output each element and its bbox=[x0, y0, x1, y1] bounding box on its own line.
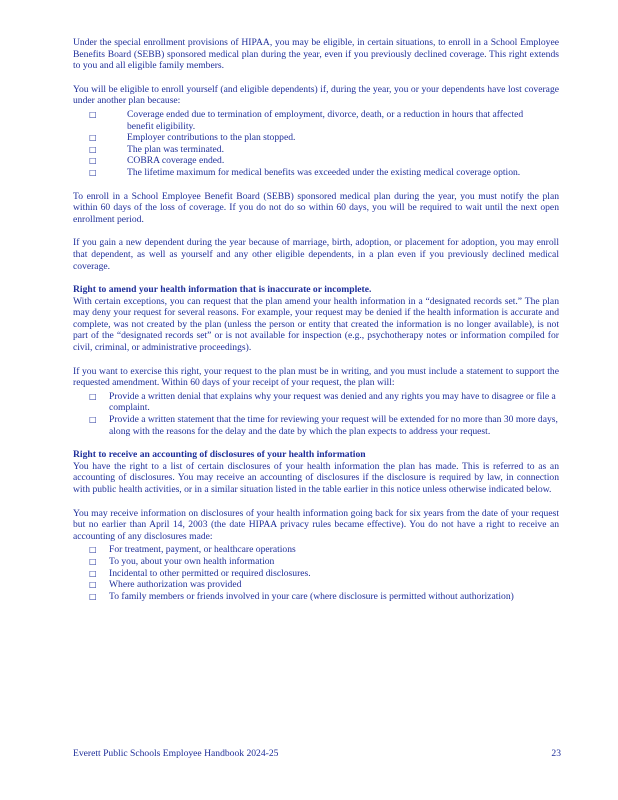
new-dependent-paragraph: If you gain a new dependent during the year because of marriage, birth, adoption, or placement for adoption, you may enroll that dependent, as well as yourself and any other eligible dependents, in a plan even if you previously declined medical coverage. bbox=[73, 237, 559, 272]
list-item: □ Incidental to other permitted or required disclosures. bbox=[89, 567, 311, 579]
bullet-icon: □ bbox=[89, 580, 97, 590]
list-item: □ For treatment, payment, or healthcare operations bbox=[89, 544, 296, 556]
bullet-icon: □ bbox=[89, 591, 97, 601]
bullet-icon: □ bbox=[89, 556, 97, 566]
bullet-icon: □ bbox=[89, 133, 97, 143]
page-number: 23 bbox=[551, 748, 561, 759]
plan-response-list bbox=[73, 391, 559, 437]
amend-exceptions-paragraph: With certain exceptions, you can request that the plan amend your health information in a “designated records set.” The plan may deny your request for several reasons. For example, your request may be denied if the health information is accurate and complete, was not created by the plan (unless the person or entity that created the information is no longer available), is not part of the “designated records set” or is not available for inspection (e.g., psychotherapy notes or information compiled for civil, criminal, or administrative proceedings). bbox=[73, 295, 559, 354]
list-item: □ To family members or friends involved in your care (where disclosure is permitted without authorization) bbox=[89, 590, 514, 602]
bullet-icon: □ bbox=[89, 415, 97, 425]
loss-of-coverage-list bbox=[73, 109, 559, 179]
bullet-icon: □ bbox=[89, 391, 97, 401]
bullet-icon: □ bbox=[89, 167, 97, 177]
disclosure-period-paragraph: You may receive information on disclosures of your health information going back for six years from the date of your request but no earlier than April 14, 2003 (the date HIPAA privacy rules became effective). You do not have a right to receive an accounting of any disclosures made: bbox=[73, 507, 559, 542]
footer-handbook-title: Everett Public Schools Employee Handbook 2024-25 bbox=[73, 748, 279, 759]
accounting-paragraph: You have the right to a list of certain disclosures of your health information the plan has made. This is referred to as an accounting of disclosures. You may receive an accounting of disclosures if the disclosure is required by law, in connection with public health activities, or in a similar situation listed in the table earlier in this notice unless otherwise indicated below. bbox=[73, 460, 559, 495]
enroll-notification-paragraph: To enroll in a School Employee Benefit Board (SEBB) sponsored medical plan during the year, you must notify the plan within 60 days of the loss of coverage. If you do not do so within 60 days, you will be required to wait until the next open enrollment period. bbox=[73, 190, 559, 225]
bullet-icon: □ bbox=[89, 109, 97, 119]
special-enrollment-paragraph: Under the special enrollment provisions of HIPAA, you may be eligible, in certain situations, to enroll in a School Employee Benefits Board (SEBB) sponsored medical plan during the year, even if you previously declined coverage. This right extends to you and all eligible family members. bbox=[73, 37, 559, 72]
list-item: □ Provide a written statement that the time for reviewing your request will be extended for no more than 30 more days, along with the reasons for the delay and the date by which the plan expects to address your request. bbox=[89, 414, 558, 437]
list-item: □ Employer contributions to the plan stopped. bbox=[89, 132, 296, 144]
bullet-icon: □ bbox=[89, 156, 97, 166]
page-footer bbox=[73, 748, 561, 760]
accounting-rights-heading: Right to receive an accounting of disclosures of your health information bbox=[73, 449, 366, 461]
excluded-disclosures-list bbox=[73, 544, 559, 602]
list-item: □ Coverage ended due to termination of employment, divorce, death, or a reduction in hours that affected benefit eligibility. bbox=[89, 108, 524, 132]
amend-rights-heading: Right to amend your health information that is inaccurate or incomplete. bbox=[73, 284, 372, 296]
list-item: □ To you, about your own health information bbox=[89, 555, 275, 567]
page-content bbox=[73, 37, 559, 602]
list-item: □ Where authorization was provided bbox=[89, 579, 242, 591]
amend-request-paragraph: If you want to exercise this right, your request to the plan must be in writing, and you must include a statement to support the requested amendment. Within 60 days of your receipt of your request, the plan will: bbox=[73, 365, 559, 389]
bullet-icon: □ bbox=[89, 568, 97, 578]
list-item: □ The plan was terminated. bbox=[89, 143, 224, 155]
bullet-icon: □ bbox=[89, 545, 97, 555]
eligibility-paragraph: You will be eligible to enroll yourself (and eligible dependents) if, during the year, you or your dependents have lost coverage under another plan because: bbox=[73, 83, 559, 107]
list-item: □ COBRA coverage ended. bbox=[89, 155, 225, 167]
list-item: □ The lifetime maximum for medical benefits was exceeded under the existing medical coverage option. bbox=[89, 166, 521, 178]
list-item: □ Provide a written denial that explains why your request was denied and any rights you may have to disagree or file a complaint. bbox=[89, 390, 556, 414]
bullet-icon: □ bbox=[89, 144, 97, 154]
